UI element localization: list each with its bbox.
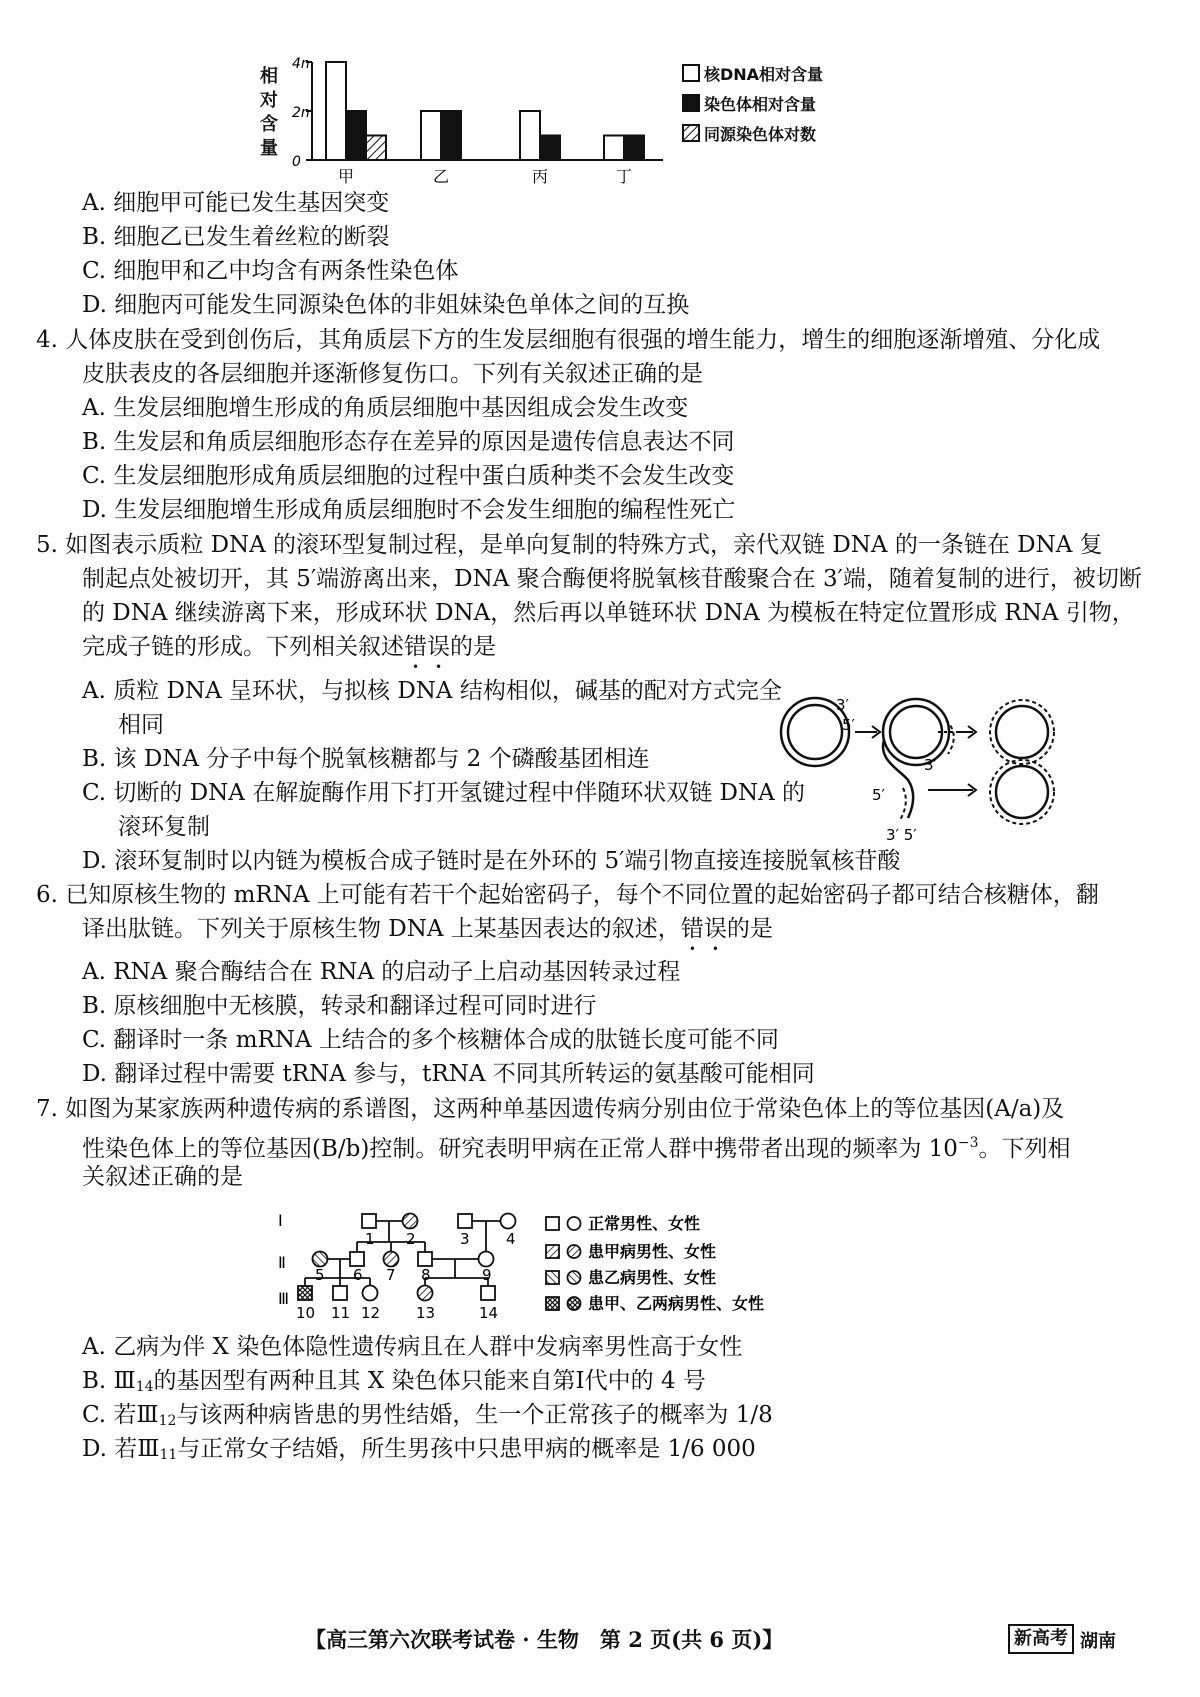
x-category-label: 丙 — [532, 167, 549, 186]
chart-legend — [682, 58, 823, 148]
pedigree-legend-label: 患甲病男性、女性 — [588, 1242, 717, 1261]
q5-option-c: C. 切断的 DNA 在解旋酶作用下打开氢键过程中伴随环状双链 DNA 的 — [82, 780, 805, 806]
bar-乙-1 — [441, 111, 461, 160]
q5-stem: 5. 如图表示质粒 DNA 的滚环型复制过程，是单向复制的特殊方式，亲代双链 DNA 的一条链在 DNA 复 — [36, 532, 1103, 558]
bar-丁-1 — [624, 136, 644, 161]
legend-item — [682, 58, 823, 88]
legend-swatch-hatched — [682, 124, 700, 142]
x-category-label: 甲 — [338, 167, 355, 186]
pedigree-legend-label: 正常男性、女性 — [588, 1214, 701, 1233]
q3-option-b: B. 细胞乙已发生着丝粒的断裂 — [82, 224, 390, 250]
individual-number: 9 — [482, 1266, 492, 1284]
q6-stem-cont: 译出肽链。下列关于原核生物 DNA 上某基因表达的叙述，错误的是 — [82, 916, 773, 942]
q7-option-c: C. 若$Ⅲ_{12}$与该两种病皆患的男性结婚，生一个正常孩子的概率为 1/8 — [82, 1402, 773, 1429]
page-footer — [0, 1624, 1200, 1658]
legend-label: 染色体相对含量 — [704, 94, 817, 114]
q7-option-d: D. 若$Ⅲ_{11}$与正常女子结婚，所生男孩中只患甲病的概率是 1/6 000 — [82, 1436, 756, 1463]
y-tick-label: 4n — [292, 56, 310, 72]
bar-丙-0 — [520, 111, 540, 160]
legend-item — [682, 88, 823, 118]
rolling-circle-diagram — [760, 680, 1080, 860]
y-axis-label: 相对含量 — [260, 66, 278, 159]
pedigree-legend-label: 患乙病男性、女性 — [588, 1268, 717, 1287]
q3-option-d: D. 细胞丙可能发生同源染色体的非姐妹染色单体之间的互换 — [82, 292, 690, 318]
individual-number: 8 — [421, 1266, 431, 1284]
label-3prime: 3′ — [924, 756, 937, 774]
q4-option-c: C. 生发层细胞形成角质层细胞的过程中蛋白质种类不会发生改变 — [82, 463, 735, 489]
emphasis-keyword: 错误 — [404, 634, 450, 660]
q3-option-a: A. 细胞甲可能已发生基因突变 — [82, 190, 390, 216]
individual-number: 11 — [331, 1304, 351, 1322]
individual-number: 13 — [416, 1304, 436, 1322]
q7-option-a: A. 乙病为伴 X 染色体隐性遗传病且在人群中发病率男性高于女性 — [82, 1334, 743, 1360]
q6-option-d: D. 翻译过程中需要 tRNA 参与，tRNA 不同其所转运的氨基酸可能相同 — [82, 1061, 815, 1087]
legend-item — [682, 118, 823, 148]
bar-甲-1 — [346, 111, 366, 160]
x-category-label: 丁 — [616, 167, 633, 186]
bar-乙-0 — [421, 111, 441, 160]
q5-option-b: B. 该 DNA 分子中每个脱氧核糖都与 2 个磷酸基团相连 — [82, 746, 650, 772]
bar-甲-2 — [366, 136, 386, 161]
individual-number: 14 — [479, 1304, 499, 1322]
q5-option-a: A. 质粒 DNA 呈环状，与拟核 DNA 结构相似，碱基的配对方式完全 — [82, 678, 782, 704]
legend-label: 同源染色体对数 — [704, 124, 817, 144]
q4-option-d: D. 生发层细胞增生形成角质层细胞时不会发生细胞的编程性死亡 — [82, 497, 736, 523]
q6-option-c: C. 翻译时一条 mRNA 上结合的多个核糖体合成的肽链长度可能不同 — [82, 1027, 779, 1053]
region-label: 湖南 — [1080, 1631, 1116, 1652]
exam-badge: 新高考 — [1008, 1624, 1074, 1654]
q4-stem: 4. 人体皮肤在受到创伤后，其角质层下方的生发层细胞有很强的增生能力，增生的细胞逐渐增殖、分化成 — [36, 327, 1101, 353]
label-3prime-5prime: 3′ 5′ — [886, 826, 917, 844]
bar-丁-0 — [604, 136, 624, 161]
q4-option-a: A. 生发层细胞增生形成的角质层细胞中基因组成会发生改变 — [82, 395, 689, 421]
q4-option-b: B. 生发层和角质层细胞形态存在差异的原因是遗传信息表达不同 — [82, 429, 735, 455]
y-tick-label: 2n — [292, 105, 310, 121]
label-5prime: 5′ — [872, 786, 885, 804]
individual-number: 5 — [315, 1266, 325, 1284]
generation-label: Ⅲ — [278, 1289, 290, 1308]
q5-stem-cont: 的 DNA 继续游离下来，形成环状 DNA，然后再以单链环状 DNA 为模板在特定位置形成 RNA 引物， — [82, 600, 1135, 626]
legend-label: 核DNA相对含量 — [704, 64, 824, 84]
x-category-label: 乙 — [433, 167, 450, 186]
q5-option-c-cont: 滚环复制 — [118, 814, 210, 840]
individual-number: 6 — [353, 1266, 363, 1284]
footer-title: 【高三第六次联考试卷 · 生物 第 2 页(共 6 页)】 — [305, 1627, 784, 1652]
q4-stem-cont: 皮肤表皮的各层细胞并逐渐修复伤口。下列有关叙述正确的是 — [82, 361, 703, 387]
legend-swatch-white — [682, 64, 700, 82]
y-tick-label: 0 — [292, 154, 301, 170]
individual-number: 2 — [406, 1230, 416, 1248]
pedigree-legend-label: 患甲、乙两病男性、女性 — [588, 1294, 765, 1313]
q7-option-b: B. $Ⅲ_{14}$的基因型有两种且其 X 染色体只能来自第Ⅰ代中的 4 号 — [82, 1368, 706, 1395]
individual-number: 1 — [365, 1230, 375, 1248]
individual-number: 4 — [506, 1230, 516, 1248]
q7-stem: 7. 如图为某家族两种遗传病的系谱图，这两种单基因遗传病分别由位于常染色体上的等位基因(A/a)及 — [36, 1096, 1065, 1122]
q3-option-c: C. 细胞甲和乙中均含有两条性染色体 — [82, 258, 459, 284]
label-3prime: 3′ — [836, 696, 849, 714]
emphasis-keyword: 错误 — [680, 916, 727, 942]
q7-stem-cont: 关叙述正确的是 — [82, 1164, 243, 1190]
bar-甲-0 — [326, 62, 346, 160]
individual-number: 3 — [460, 1230, 470, 1248]
pedigree-chart — [260, 1200, 1080, 1330]
q6-option-b: B. 原核细胞中无核膜，转录和翻译过程可同时进行 — [82, 993, 597, 1019]
generation-label: Ⅰ — [278, 1211, 283, 1230]
individual-number: 7 — [386, 1266, 396, 1284]
q5-option-d: D. 滚环复制时以内链为模板合成子链时是在外环的 5′端引物直接连接脱氧核苷酸 — [82, 848, 901, 874]
bar-丙-1 — [540, 136, 560, 161]
generation-label: Ⅱ — [278, 1253, 286, 1272]
q5-stem-cont: 制起点处被切开，其 5′端游离出来，DNA 聚合酶便将脱氧核苷酸聚合在 3′端，随着复制的进行，被切断 — [82, 566, 1142, 592]
q7-stem-cont: 性染色体上的等位基因(B/b)控制。研究表明甲病在正常人群中携带者出现的频率为 $10^{-3}$。下列相 — [82, 1135, 1071, 1162]
label-5prime: 5′ — [842, 716, 855, 734]
individual-number: 12 — [361, 1304, 381, 1322]
legend-swatch-black — [682, 94, 700, 112]
q5-stem-cont: 完成子链的形成。下列相关叙述错误的是 — [82, 634, 496, 660]
q6-stem: 6. 已知原核生物的 mRNA 上可能有若干个起始密码子，每个不同位置的起始密码子都可结合核糖体，翻 — [36, 882, 1099, 908]
q5-option-a-cont: 相同 — [118, 712, 164, 738]
q6-option-a: A. RNA 聚合酶结合在 RNA 的启动子上启动基因转录过程 — [82, 959, 681, 985]
individual-number: 10 — [296, 1304, 316, 1322]
